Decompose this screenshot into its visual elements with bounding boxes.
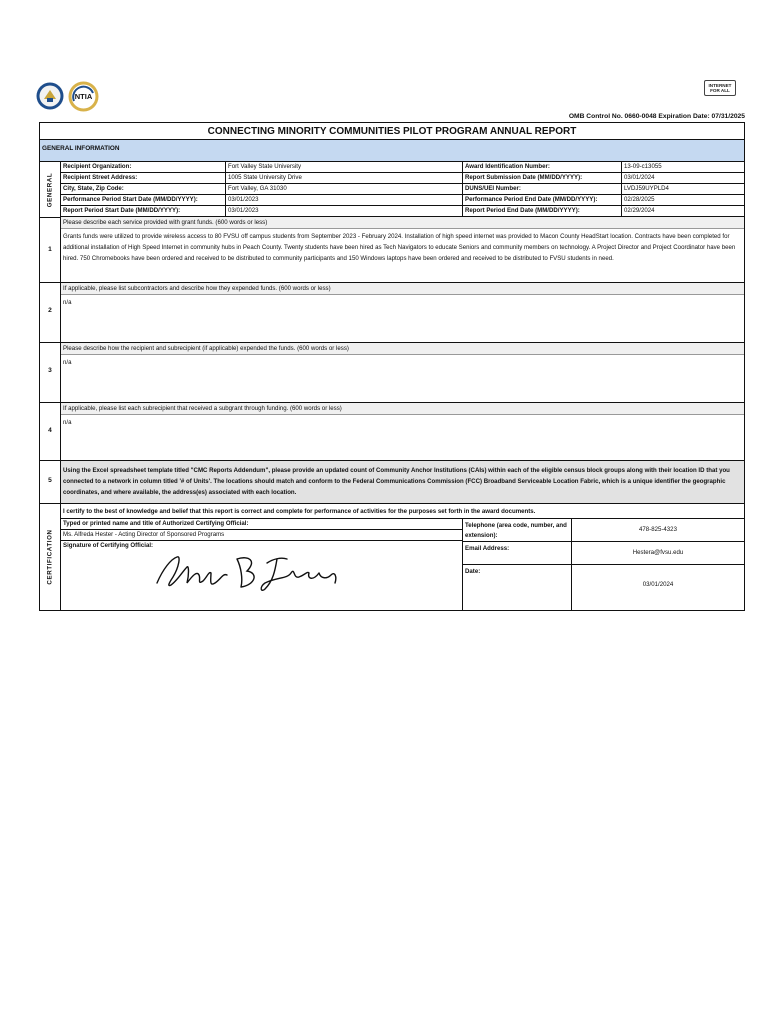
section-2-number-box [40,283,61,343]
section-3-prompt: Please describe how the recipient and subrecipient (if applicable) expended the funds. (600 words or less) [61,343,744,355]
telephone-value[interactable]: 478-825-4323 [572,519,744,542]
general-value: Fort Valley, GA 31030 [226,184,462,195]
omb-control-text: OMB Control No. 0660-0048 Expiration Date: 07/31/2025 [568,113,745,120]
general-value: 02/29/2024 [622,206,744,217]
internet-for-all-badge [704,80,736,96]
section-1-prompt: Please describe each service provided with grant funds. (600 words or less) [61,217,744,229]
badge-line-1: INTERNET [708,83,732,88]
section-2 [61,283,744,343]
general-value: 03/01/2023 [226,206,462,217]
general-label: Recipient Organization: [61,162,225,173]
badge-line-2: FOR ALL [710,88,730,94]
section-2-prompt: If applicable, please list subcontractors and describe how they expended funds. (600 words or less) [61,283,744,295]
certifying-official-block [61,518,462,610]
general-left-values [225,162,462,217]
general-value: 1005 State University Drive [226,173,462,184]
general-label: Recipient Street Address: [61,173,225,184]
date-value[interactable]: 03/01/2024 [642,581,674,588]
date-label: Date: [465,568,481,575]
general-side-label: GENERAL [46,172,54,207]
section-4-answer[interactable]: n/a [63,419,72,426]
general-value: 03/01/2023 [226,195,462,206]
section-3 [61,343,744,403]
certification-side-label: CERTIFICATION [46,529,54,585]
section-3-number-box [40,343,61,403]
general-label: Performance Period Start Date (MM/DD/YYYY): [61,195,225,206]
contact-labels [462,518,571,610]
general-label: Report Period Start Date (MM/DD/YYYY): [61,206,225,217]
general-right-values [621,162,744,217]
commerce-seal-logo [36,82,64,110]
general-label: Report Period End Date (MM/DD/YYYY): [463,206,621,217]
certification-side-label-box [40,504,61,610]
section-4-number-box [40,403,61,461]
general-left-labels [61,162,225,217]
general-information-heading: GENERAL INFORMATION [40,140,744,162]
general-label: Performance Period End Date (MM/DD/YYYY): [463,195,621,206]
general-right-labels [462,162,621,217]
section-4-prompt: If applicable, please list each subrecipient that received a subgrant through funding. (600 words or less) [61,403,744,415]
general-value: 13-09-c13055 [622,162,744,173]
section-2-answer[interactable]: n/a [63,299,72,306]
general-label: City, State, Zip Code: [61,184,225,195]
section-3-answer[interactable]: n/a [63,359,72,366]
section-3-number: 3 [48,367,52,374]
general-value: 03/01/2024 [622,173,744,184]
official-name-label: Typed or printed name and title of Authorized Certifying Official: [61,519,462,530]
general-value: LVDJ59UYPLD4 [622,184,744,195]
section-5-number: 5 [48,477,52,484]
section-1-number-box [40,217,61,283]
email-value[interactable]: Hestera@fvsu.edu [572,542,744,565]
section-4-number: 4 [48,427,52,434]
general-label: Report Submission Date (MM/DD/YYYY): [463,173,621,184]
section-1-answer[interactable]: Grants funds were utilized to provide wireless access to 80 FVSU off campus students from September 2023 - February 2024. Installation of high speed internet was provided to Macon County HeadStart location. Contracts have been completed for additional installation of High Speed Internet in community hubs in Peach County. Twenty students have been hired as Tech Navigators to educate Seniors and community members on technology. A Project Director and Project Coordinator have been hired. 750 Chromebooks have been ordered and received to be distributed to community participants and 150 Windows laptops have been ordered and received to be distributed to FVSU students in need. [63,233,736,262]
section-5-instructions: Using the Excel spreadsheet template titled "CMC Reports Addendum", please provide an updated count of Community Anchor Institutions (CAIs) within each of the eligible census block groups along with their location ID that you connected to a network in column titled '# of Units'. The locations should match and conform to the Federal Communications Commission (FCC) Broadband Serviceable Location Fabric, which is a unique identifier the geographic coordinates, and where available, the address(es) associated with each location. [61,461,744,504]
ntia-logo [68,81,99,112]
signature-image [149,549,349,597]
form-title: CONNECTING MINORITY COMMUNITIES PILOT PROGRAM ANNUAL REPORT [40,123,744,140]
email-label: Email Address: [463,542,571,565]
report-form [39,122,745,611]
section-2-number: 2 [48,307,52,314]
general-label: DUNS/UEI Number: [463,184,621,195]
general-label: Award Identification Number: [463,162,621,173]
general-side-label-box [40,162,61,218]
general-value: Fort Valley State University [226,162,462,173]
section-4 [61,403,744,461]
section-1-number: 1 [48,246,52,253]
ntia-logo-text: NTIA [74,92,93,101]
certification-statement: I certify to the best of knowledge and belief that this report is correct and complete for performance of activities for the purposes set forth in the award documents. [63,508,536,515]
signature-label: Signature of Certifying Official: [63,542,154,549]
telephone-label: Telephone (area code, number, and extension): [463,519,571,542]
general-value: 02/28/2025 [622,195,744,206]
official-name-value[interactable]: Ms. Alfreda Hester - Acting Director of Sponsored Programs [61,530,462,541]
section-5-number-box [40,461,61,504]
section-1 [61,217,744,283]
contact-values [571,518,744,610]
